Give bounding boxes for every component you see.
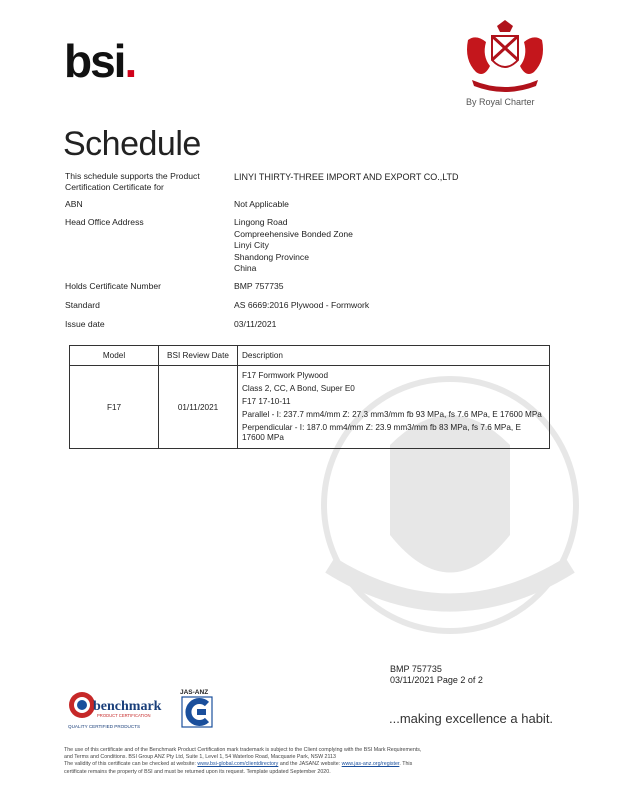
standard-label: Standard bbox=[65, 300, 100, 310]
model-header: Model bbox=[70, 346, 159, 366]
address-value bbox=[234, 217, 353, 275]
bsi-logo: bsi. bbox=[64, 35, 136, 87]
table-row bbox=[70, 366, 550, 449]
client-directory-link[interactable]: www.bsi-global.com/clientdirectory bbox=[197, 761, 279, 768]
disclaimer bbox=[64, 747, 564, 776]
address-line: Lingong Road bbox=[234, 217, 288, 227]
address-label: Head Office Address bbox=[65, 217, 144, 227]
disclaimer-line: certificate remains the property of BSI and must be returned upon its request. Template updated September 2020. bbox=[64, 768, 331, 775]
supports-label-line2: Certification Certificate for bbox=[65, 182, 164, 192]
disclaimer-line bbox=[64, 761, 564, 768]
benchmark-logo-tagline: QUALITY CERTIFIED PRODUCTS bbox=[68, 724, 141, 729]
description-line: Parallel - I: 237.7 mm4/mm Z: 27.3 mm3/mm fb 93 MPa, fs 7.6 MPa, E 17600 MPa bbox=[242, 410, 542, 419]
royal-crest-icon bbox=[462, 20, 548, 94]
benchmark-logo bbox=[66, 687, 171, 731]
supports-label bbox=[65, 171, 200, 193]
tagline: ...making excellence a habit. bbox=[389, 711, 554, 726]
benchmark-logo-text: benchmark bbox=[93, 699, 162, 714]
address-line: Linyi City bbox=[234, 240, 269, 250]
description-line: Class 2, CC, A Bond, Super E0 bbox=[242, 384, 355, 393]
disclaimer-text: and the JASANZ website: bbox=[278, 761, 342, 768]
description-line: Perpendicular - I: 187.0 mm4/mm Z: 23.9 mm3/mm fb 83 MPa, fs 7.6 MPa, E 17600 MPa bbox=[242, 423, 521, 442]
abn-value: Not Applicable bbox=[234, 199, 289, 209]
description-line: F17 Formwork Plywood bbox=[242, 371, 328, 380]
review-date-cell: 01/11/2021 bbox=[159, 366, 238, 449]
description-header: Description bbox=[238, 346, 550, 366]
disclaimer-text: . This bbox=[399, 761, 413, 768]
supports-label-line1: This schedule supports the Product bbox=[65, 171, 200, 181]
footer-reference bbox=[390, 664, 483, 686]
address-line: China bbox=[234, 263, 257, 273]
page-title: Schedule bbox=[63, 125, 201, 163]
product-table bbox=[69, 345, 550, 449]
disclaimer-text: The validity of this certificate can be checked at website: bbox=[64, 761, 198, 768]
table-header-row bbox=[70, 346, 550, 366]
certificate-label: Holds Certificate Number bbox=[65, 281, 161, 291]
jas-anz-logo bbox=[178, 687, 220, 731]
description-line: F17 17-10-11 bbox=[242, 397, 291, 406]
jas-anz-register-link[interactable]: www.jas-anz.org/register bbox=[341, 761, 400, 768]
issue-date-label: Issue date bbox=[65, 319, 105, 329]
disclaimer-line: The use of this certificate and of the Benchmark Product Certification mark trademark is subject to the Client complying with the BSI Mark Requirements, bbox=[64, 747, 422, 753]
description-cell bbox=[238, 366, 550, 449]
model-cell: F17 bbox=[70, 366, 159, 449]
royal-charter-text: By Royal Charter bbox=[466, 97, 535, 107]
standard-value: AS 6669:2016 Plywood - Formwork bbox=[234, 300, 370, 310]
address-line: Shandong Province bbox=[234, 251, 310, 262]
issue-date-value: 03/11/2021 bbox=[234, 319, 277, 329]
jas-anz-logo-text: JAS-ANZ bbox=[180, 689, 209, 696]
certificate-value: BMP 757735 bbox=[234, 281, 284, 291]
footer-cert-number: BMP 757735 bbox=[390, 664, 442, 674]
disclaimer-line: and Terms and Conditions. BSI Group ANZ Pty Ltd, Suite 1, Level 1, 54 Waterloo Road, Macquarie Park, NSW 2113 bbox=[64, 754, 336, 761]
company-name: LINYI THIRTY-THREE IMPORT AND EXPORT CO.,LTD bbox=[234, 172, 459, 182]
footer-page-info: 03/11/2021 Page 2 of 2 bbox=[390, 675, 483, 685]
abn-label: ABN bbox=[65, 199, 83, 209]
address-line: Compreehensive Bonded Zone bbox=[234, 228, 353, 239]
benchmark-logo-subtitle: PRODUCT CERTIFICATION bbox=[97, 713, 151, 718]
review-date-header: BSI Review Date bbox=[159, 346, 238, 366]
